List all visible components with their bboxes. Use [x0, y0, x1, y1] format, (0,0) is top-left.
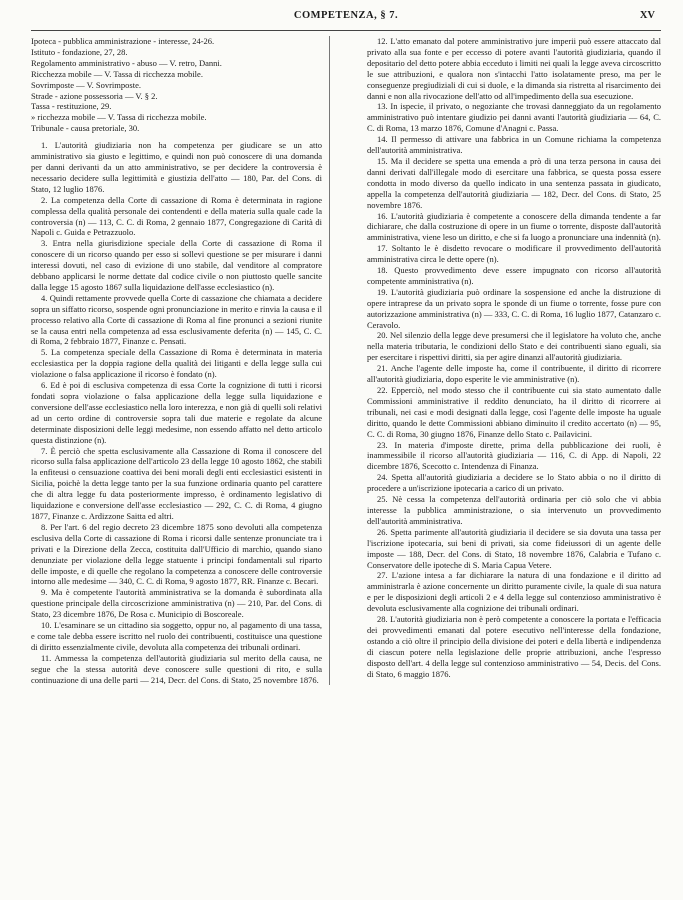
index-entry: Tribunale - causa pretoriale, 30.: [31, 123, 140, 134]
index-entry: Ipoteca - pubblica amministrazione - interesse, 24-26.: [31, 36, 215, 46]
ruling-paragraph: 17. Soltanto le è disdetto revocare o modificare il provvedimento dell'autorità amministrativa circa le dette opere (n).: [367, 243, 661, 265]
ruling-paragraph: 25. Nè cessa la competenza dell'autorità ordinaria per ciò solo che vi abbia interesse la pubblica amministrazione, o sia intervenuto un provvedimento dell'autorità amministrativa.: [367, 494, 661, 526]
ruling-paragraph: 26. Spetta parimente all'autorità giudiziaria il decidere se sia dovuta una tassa per l'iscrizione ipotecaria, sui beni di privati, sia come fideiussori di un agente delle imposte — 188, Decr. del Cons. di Stato, 18 novembre 1876, Calabria e Tufano c. Conservatore delle ipoteche di S. Maria Capua Vetere.: [367, 526, 661, 570]
ruling-paragraph: 18. Questo provvedimento deve essere impugnato con ricorso all'autorità competente amministrativa (n).: [367, 265, 661, 286]
ruling-paragraph: 13. In ispecie, il privato, o negoziante che trovasi danneggiato da un regolamento amministrativo può intentare giudizio pei danni avanti l'autorità giudiziaria — 64, C. C. di Roma, 13 marzo 1876, Comune d'Anagni c. Passa.: [367, 101, 661, 134]
ruling-paragraph: 6. Ed è poi di esclusiva competenza di essa Corte la cognizione di tutti i ricorsi fondati sopra violazione o falsa applicazione della legge sulla liquidazione e conversione dell'asse ecclesiastico nella loro interezza, e non già di quelli soli relativi ad un certo ordine di controversie sopra tali due materie e regolate da alcune determinate disposizioni delle leggi medesime, non essendo affatto nel detto articolo questa distinzione (n).: [31, 380, 322, 445]
ruling-paragraph: 9. Ma è competente l'autorità amministrativa se la domanda è subordinata alla questione principale della circoscrizione amministrativa (n) — 210, Par. del Cons. di Stato, 23 dicembre 1876, De Rosa c. Municipio di Boscoreale.: [31, 587, 322, 620]
ruling-paragraph: 24. Spetta all'autorità giudiziaria a decidere se lo Stato abbia o no il diritto di procedere a un'iscrizione ipotecaria a carico di un privato.: [367, 472, 661, 494]
index-entry: Tassa - restituzione, 29.: [31, 101, 112, 112]
two-column-body: [31, 36, 661, 685]
index-entries: [31, 36, 322, 134]
left-paragraphs: [31, 140, 322, 685]
ruling-paragraph: 23. In materia d'imposte dirette, prima della pubblicazione dei ruoli, è inammessibile il ricorso all'autorità giudiziaria — 116, C. di App. di Napoli, 22 dicembre 1876, Scecotto c. Intendenza di Finanza.: [367, 439, 661, 472]
index-entry: Ricchezza mobile — V. Tassa di ricchezza mobile.: [31, 68, 203, 79]
index-entry: Sovrimposte — V. Sovrimposte.: [31, 79, 141, 90]
index-entry: Regolamento amministrativo - abuso — V. retro, Danni.: [31, 57, 222, 68]
ruling-paragraph: 4. Quindi rettamente provvede quella Corte di cassazione che chiamata a decidere sopra un siffatto ricorso, sospende ogni pronunciazione in merito e rinvia la causa e il processo relativo alla Corte di cassazione di Roma al fine pronunci a sezioni riunite se la causa entri nella competenza ad essa esclusivamente deferita (n) — 145, C. C. di Roma, 2 febbraio 1877, Finanze c. Pensati.: [31, 292, 322, 347]
ruling-paragraph: 16. L'autorità giudiziaria è competente a conoscere della dimanda tendente a far dichiarare, che dalla costruzione di opere in un fiume o torrente, disposte dall'autorità amministrativa, viene leso un diritto, e che si fa luogo a pronunciare una indennità (n).: [367, 210, 661, 243]
ruling-paragraph: 2. La competenza della Corte di cassazione di Roma è determinata in ragione complessa della qualità personale dei contendenti e della materia sulla quale cade la controversia (n) — 113, C. C. di Roma, 2 gennaio 1877, Congregazione di Carità di Napoli c. Guida e Petrazzuolo.: [31, 194, 322, 238]
ruling-paragraph: 27. L'azione intesa a far dichiarare la natura di una fondazione e il diritto ad amministrarla è azione concernente un diritto puramente civile, la quale di sua natura e per le disposizioni degli articoli 2 e 4 della legge sul contenzioso amministrativo è devoluta esclusivamente alla cognizione dei tribunali ordinari.: [367, 570, 661, 614]
index-entry: Istituto - fondazione, 27, 28.: [31, 46, 128, 57]
ruling-paragraph: 11. Ammessa la competenza dell'autorità giudiziaria sul merito della causa, ne segue che la stessa autorità deve conoscere sulle questioni di rito, e sulla continuazione di una delle parti — 214, Decr. del Cons. di Stato, 25 novembre 1876.: [31, 652, 322, 685]
ruling-paragraph: 21. Anche l'agente delle imposte ha, come il contribuente, il diritto di ricorrere all'autorità giudiziaria, dopo esperite le vie amministrative (n).: [367, 363, 661, 385]
ruling-paragraph: 20. Nel silenzio della legge deve presumersi che il legislatore ha voluto che, anche nella materia tributaria, le condizioni dello Stato e dei contribuenti siano eguali, sia per esercitare i rispettivi diritti, sia per agire dinanzi all'autorità giudiziaria.: [367, 330, 661, 363]
index-entry: Strade - azione possessoria — V. § 2.: [31, 90, 158, 101]
ruling-paragraph: 14. Il permesso di attivare una fabbrica in un Comune richiama la competenza dell'autorità amministrativa.: [367, 134, 661, 156]
page-header: [31, 8, 661, 24]
ruling-paragraph: 28. L'autorità giudiziaria non è però competente a conoscere la portata e l'efficacia dei provvedimenti emanati dal potere esecutivo nell'interesse della fondazione, ostando a ciò oltre il principio della divisione dei poteri e della libertà e indipendenza di ciascun potere nella legislazione delle proprie attribuzioni, anche l'espresso disposto dell'art. 4 della legge sul contenzioso amministrativo — 54, Decis. del Cons. di Stato, 6 maggio 1876.: [367, 614, 661, 679]
ruling-paragraph: 3. Entra nella giurisdizione speciale della Corte di cassazione di Roma il conoscere di un ricorso quando per esso si sollevi questione se per misurare i danni interessi dovuti, nel caso di evizione di uno stabile, dal venditore al compratore debbano applicarsi le norme dettate dal codice civile o non piuttosto quelle sancite dalla legge 15 agosto 1867 sulla liquidazione dell'asse ecclesiastico (n).: [31, 238, 322, 292]
page-number: XV: [639, 10, 655, 21]
right-paragraphs: [367, 36, 661, 679]
ruling-paragraph: 10. L'esaminare se un cittadino sia soggetto, oppur no, al pagamento di una tassa, e come tale debba essere iscritto nel ruolo dei contribuenti, costituisce una questione di diritto essenzialmente civile, devoluta alla competenza dei tribunali ordinari.: [31, 620, 322, 652]
index-entry: » ricchezza mobile — V. Tassa di ricchezza mobile.: [31, 112, 207, 123]
ruling-paragraph: 1. L'autorità giudiziaria non ha competenza per giudicare se un atto amministrativo sia giusto e legittimo, e quindi non può conoscere di una domanda per danni derivanti da un atto amministrativo, se per decidere la controversia è necessario decidere sulla legittimità e giustizia dell'atto — 180, Par. del Cons. di Stato, 12 luglio 1876.: [31, 140, 322, 194]
header-rule: [31, 30, 661, 31]
right-column: [367, 36, 661, 685]
running-title: COMPETENZA, § 7.: [293, 10, 399, 21]
ruling-paragraph: 19. L'autorità giudiziaria può ordinare la sospensione ed anche la distruzione di opere intraprese da un privato sopra le sponde di un fiume o torrente, fosse pure con autorizzazione amministrativa (n) — 333, C. C. di Roma, 16 luglio 1877, Catanzaro c. Ceravolo.: [367, 286, 661, 330]
ruling-paragraph: 5. La competenza speciale della Cassazione di Roma è determinata in materia ecclesiastica per la doppia ragione della qualità dei litiganti e della legge sulla cui violazione o falsa applicazione il ricorso è fondato (n).: [31, 347, 322, 380]
ruling-paragraph: 12. L'atto emanato dal potere amministrativo jure imperii può essere attaccato dal privato alla sua fonte e per eccesso di potere avanti l'autorità giudiziaria, quando il depositario del detto potere abbia ecceduto i limiti nei quali la legge aveva circoscritto le sue attribuzioni, e qualora non s'intacchi l'atto isolatamente preso, ma per le conseguenze pregiudiziali di cui si duole, e la dimanda sia ristretta al risarcimento dei danni e non alla rivocazione dell'atto od all'impedimento della sua esecuzione.: [367, 36, 661, 101]
ruling-paragraph: 15. Ma il decidere se spetta una emenda a prò di una terza persona in causa dei danni derivati dall'illegale modo di esercitare una fabbrica, se questa possa essere condotta in modo diverso da quello indicato in una sentenza passata in giudicato, appella la competenza dell'autorità giudiziaria — 182, Decr. del Cons. di Stato, 25 novembre 1876.: [367, 155, 661, 210]
left-column: [31, 36, 330, 685]
ruling-paragraph: 8. Per l'art. 6 del regio decreto 23 dicembre 1875 sono devoluti alla competenza esclusiva della Corte di cassazione di Roma i ricorsi dalle sentenze pronunciate tra i privati e la Direzione della Zecca, costituita dall'Ufficio di marchio, quando siano denunziate per violazione della legge statuente i principi fondamentali sul riparto delle imposte, e di quelle che regolano la competenza a conoscere delle controversie intorno alle medesime — 340, C. C. di Roma, 9 agosto 1877, RR. Finanze c. Becari.: [31, 521, 322, 587]
ruling-paragraph: 22. Epperciò, nel modo stesso che il contribuente cui sia stato aumentato dalle Commissioni amministrative il reddito denunciato, ha il diritto di ricorrere ai tribunali, nei casi e modi designati dalla legge, così l'agente delle imposte ha uguale diritto, quando le dette Commissioni abbiano diminuito il credito accertato (n) — 95, C. C. di Roma, 30 giugno 1876, Finanze dello Stato c. Pailavicini.: [367, 385, 661, 439]
ruling-paragraph: 7. È perciò che spetta esclusivamente alla Cassazione di Roma il conoscere del ricorso sulla falsa applicazione dell'articolo 23 della legge 10 agosto 1862, che stabilì la enfiteusi o censuazione coattiva dei beni morali degli enti ecclesiastici esistenti in Sicilia, poichè la detta legge tanto per la sua funzione ordinaria quanto pel carattere che di altra legge fu data posteriormente impresso, è ordinamento legislativo di liquidazione e conversione dell'asse ecclesiastico — 292, C. C. di Roma, 4 giugno 1877, Finanze c. Ardizzone Saitta ed altri.: [31, 445, 322, 521]
